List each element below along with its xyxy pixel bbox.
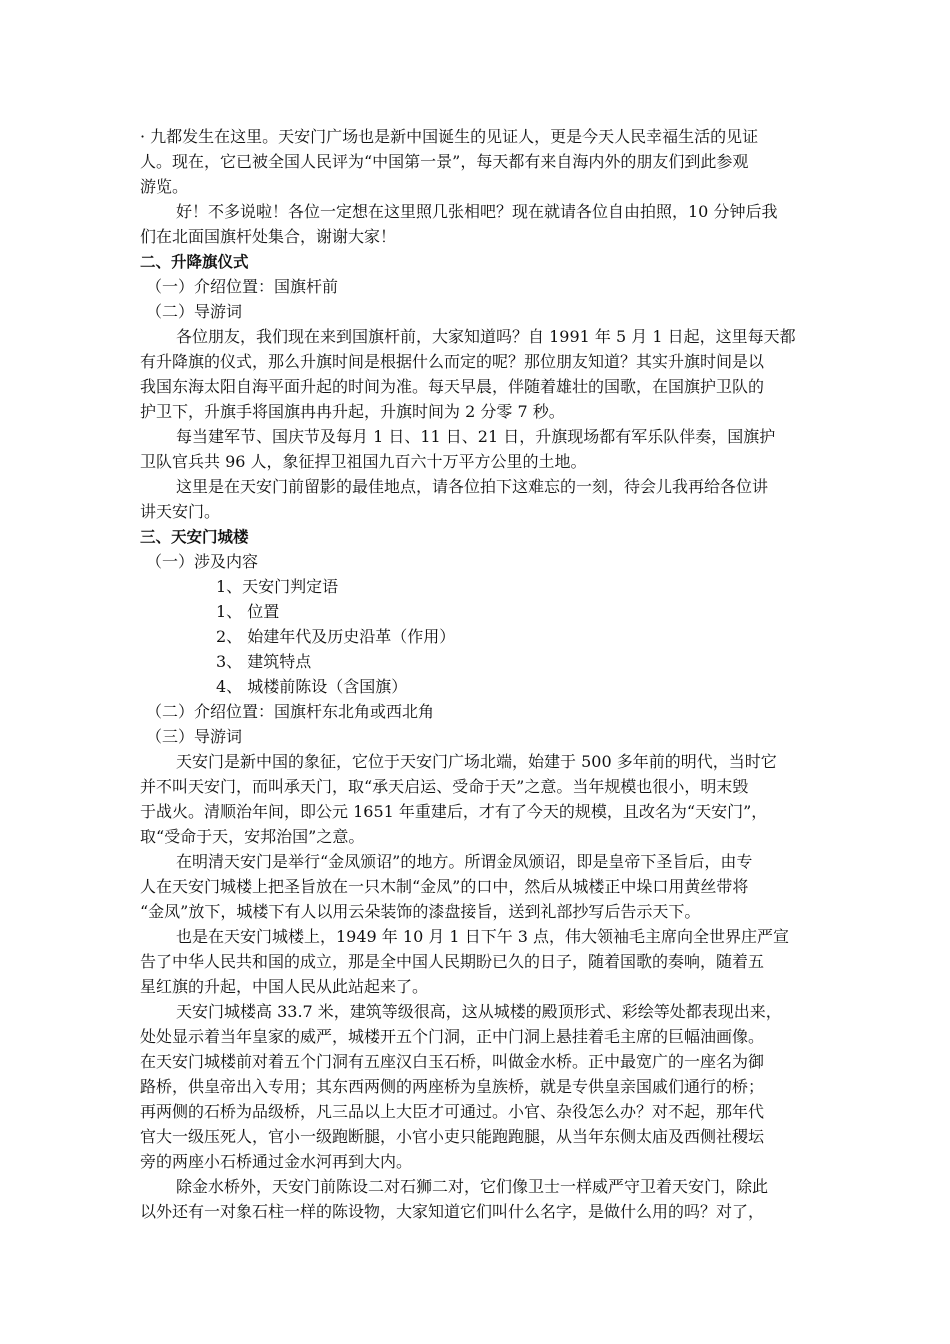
subheading: （二）介绍位置：国旗杆东北角或西北角 [146, 702, 435, 721]
section-heading: 三、天安门城楼 [140, 528, 249, 546]
text-line: 讲天安门。 [140, 502, 221, 521]
text-line: 每当建军节、国庆节及每月 1 日、11 日、21 日，升旗现场都有军乐队伴奏，国旗护 [176, 427, 776, 446]
text-line: 也是在天安门城楼上，1949 年 10 月 1 日下午 3 点，伟大领袖毛主席向全世界庄严宣 [176, 927, 790, 946]
text-line: 在天安门城楼前对着五个门洞有五座汉白玉石桥，叫做金水桥。正中最宽广的一座名为御 [140, 1052, 765, 1071]
text-line: 告了中华人民共和国的成立，那是全中国人民期盼已久的日子，随着国歌的奏响，随着五 [140, 952, 765, 971]
text-line: 在明清天安门是举行“金凤颁诏”的地方。所谓金凤颁诏，即是皇帝下圣旨后，由专 [176, 852, 753, 871]
text-line: 并不叫天安门，而叫承天门，取“承天启运、受命于天”之意。当年规模也很小，明末毁 [140, 777, 749, 796]
text-line: 旁的两座小石桥通过金水河再到大内。 [140, 1152, 413, 1171]
text-line: 有升降旗的仪式，那么升旗时间是根据什么而定的呢？那位朋友知道？其实升旗时间是以 [140, 352, 765, 371]
text-line: 取“受命于天，安邦治国”之意。 [140, 827, 365, 846]
text-line: 人。现在，它已被全国人民评为“中国第一景”，每天都有来自海内外的朋友们到此参观 [140, 152, 749, 171]
text-line: 处处显示着当年皇家的威严，城楼开五个门洞，正中门洞上悬挂着毛主席的巨幅油画像。 [140, 1027, 765, 1046]
section-heading: 二、升降旗仪式 [140, 253, 249, 271]
text-line: 除金水桥外，天安门前陈设二对石狮二对，它们像卫士一样威严守卫着天安门，除此 [176, 1177, 769, 1196]
text-line: 我国东海太阳自海平面升起的时间为准。每天早晨，伴随着雄壮的国歌，在国旗护卫队的 [140, 377, 765, 396]
subheading: （一）涉及内容 [146, 552, 259, 571]
list-item: 1、 位置 [216, 602, 280, 621]
text-line: 人在天安门城楼上把圣旨放在一只木制“金凤”的口中，然后从城楼正中垛口用黄丝带将 [140, 877, 749, 896]
list-item: 1、天安门判定语 [216, 577, 339, 596]
text-line: 护卫下，升旗手将国旗冉冉升起，升旗时间为 2 分零 7 秒。 [140, 402, 565, 421]
text-line: “金凤”放下，城楼下有人以用云朵装饰的漆盘接旨，送到礼部抄写后告示天下。 [140, 902, 701, 921]
text-line: 这里是在天安门前留影的最佳地点，请各位拍下这难忘的一刻，待会儿我再给各位讲 [176, 477, 769, 496]
text-line: 天安门城楼高 33.7 米，建筑等级很高，这从城楼的殿顶形式、彩绘等处都表现出来， [176, 1002, 782, 1021]
text-line: 于战火。清顺治年间，即公元 1651 年重建后，才有了今天的规模，且改名为“天安门”， [140, 802, 768, 821]
text-line: 们在北面国旗杆处集合，谢谢大家！ [140, 227, 397, 246]
text-line: 好！不多说啦！各位一定想在这里照几张相吧？现在就请各位自由拍照，10 分钟后我 [176, 202, 778, 221]
text-line: 卫队官兵共 96 人，象征捍卫祖国九百六十万平方公里的土地。 [140, 452, 587, 471]
text-line: 星红旗的升起，中国人民从此站起来了。 [140, 977, 429, 996]
text-line: 以外还有一对象石柱一样的陈设物，大家知道它们叫什么名字，是做什么用的吗？对了， [140, 1202, 765, 1221]
text-line: · 九都发生在这里。天安门广场也是新中国诞生的见证人，更是今天人民幸福生活的见证 [140, 127, 759, 146]
text-line: 天安门是新中国的象征，它位于天安门广场北端，始建于 500 多年前的明代，当时它 [176, 752, 777, 771]
subheading: （二）导游词 [146, 302, 243, 321]
text-line: 再两侧的石桥为品级桥，凡三品以上大臣才可通过。小官、杂役怎么办？对不起，那年代 [140, 1102, 765, 1121]
text-line: 游览。 [140, 177, 189, 196]
list-item: 4、 城楼前陈设（含国旗） [216, 677, 408, 696]
text-line: 官大一级压死人，官小一级跑断腿，小官小吏只能跑跑腿，从当年东侧太庙及西侧社稷坛 [140, 1127, 765, 1146]
text-line: 路桥，供皇帝出入专用；其东西两侧的两座桥为皇族桥，就是专供皇亲国戚们通行的桥； [140, 1077, 765, 1096]
subheading: （三）导游词 [146, 727, 243, 746]
list-item: 3、 建筑特点 [216, 652, 312, 671]
subheading: （一）介绍位置：国旗杆前 [146, 277, 339, 296]
text-line: 各位朋友，我们现在来到国旗杆前，大家知道吗？自 1991 年 5 月 1 日起，这里每天都 [176, 327, 796, 346]
list-item: 2、 始建年代及历史沿革（作用） [216, 627, 456, 646]
